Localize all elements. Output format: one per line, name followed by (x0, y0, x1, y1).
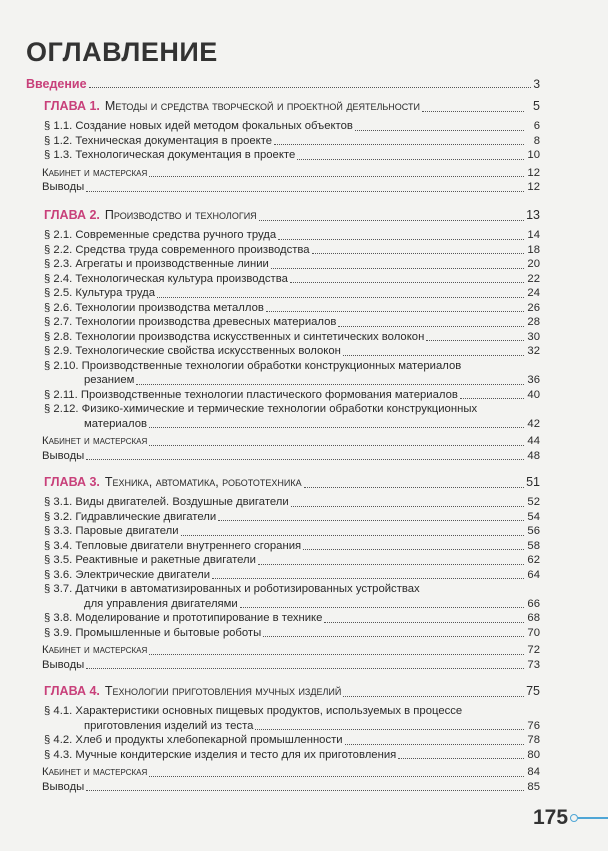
page-ref: 12 (527, 181, 540, 193)
page-ref: 12 (527, 166, 540, 179)
toc-entry[interactable] (44, 748, 540, 763)
entry-text: § 3.1. Виды двигателей. Воздушные двигатели (44, 496, 289, 508)
toc-entry[interactable] (44, 495, 540, 510)
dot-leader (181, 535, 524, 536)
intro-entry[interactable] (26, 77, 540, 91)
entry-text: § 2.2. Средства труда современного производства (44, 243, 310, 256)
chapter-heading[interactable] (44, 207, 540, 224)
toc-entry[interactable] (44, 243, 540, 258)
dot-leader (290, 282, 524, 283)
dot-leader (218, 520, 524, 521)
toc-entry[interactable] (44, 539, 540, 554)
page-tab-marker (570, 814, 608, 822)
page-ref: 30 (527, 330, 540, 343)
page-ref: 26 (527, 301, 540, 314)
entry-text: § 2.4. Технологическая культура производства (44, 272, 288, 285)
chapter-heading[interactable] (44, 98, 540, 115)
dot-leader (278, 239, 524, 240)
page-ref: 56 (527, 525, 540, 537)
page-ref: 32 (527, 345, 540, 357)
toc-entry[interactable] (44, 301, 540, 316)
dot-leader (324, 622, 524, 623)
dot-leader (157, 297, 524, 298)
page-ref: 78 (527, 734, 540, 746)
entry-text: § 2.1. Современные средства ручного труда (44, 229, 277, 241)
dot-leader (255, 729, 524, 730)
entry-text: § 2.12. Физико-химические и термические технологии обработки конструкционных (44, 403, 478, 415)
entry-text: § 3.9. Промышленные и бытовые роботы (44, 626, 262, 639)
page-ref: 36 (527, 374, 540, 386)
dot-leader (271, 268, 524, 269)
entry-text: § 2.8. Технологии производства искусственных и синтетических волокон (44, 330, 425, 343)
toc-entry[interactable] (44, 330, 540, 345)
toc-entry[interactable] (44, 553, 540, 568)
page-ref: 64 (527, 568, 540, 581)
dot-leader (266, 311, 524, 312)
chapter-heading[interactable] (44, 474, 540, 491)
dot-leader (304, 487, 524, 488)
page-ref: 80 (527, 748, 540, 761)
dot-leader (149, 654, 524, 655)
page-ref: 24 (527, 287, 540, 299)
dot-leader (149, 427, 524, 428)
toc-entry[interactable] (44, 344, 540, 359)
entry-text: § 2.9. Технологические свойства искусственных волокон (44, 345, 341, 357)
entry-text: § 3.7. Датчики в автоматизированных и роботизированных устройствах (44, 583, 420, 595)
entry-text: § 2.5. Культура труда (44, 287, 155, 299)
entry-text: § 1.3. Технологическая документация в проекте (44, 149, 296, 161)
toc-entry[interactable] (44, 315, 540, 330)
page-ref: 66 (527, 597, 540, 610)
dot-leader (274, 144, 524, 145)
page-ref: 52 (527, 496, 540, 508)
page-ref: 20 (527, 258, 540, 270)
page-ref: 48 (527, 449, 540, 462)
entry-text: § 3.6. Электрические двигатели (44, 568, 211, 581)
dot-leader (86, 459, 524, 460)
entry-text: § 2.11. Производственные технологии пластического формования материалов (44, 388, 458, 401)
toc-entry[interactable] (44, 611, 540, 626)
toc-entry[interactable] (44, 402, 540, 431)
entry-text: § 3.8. Моделирование и прототипирование в технике (44, 612, 323, 624)
dot-leader (259, 220, 524, 221)
toc-entry[interactable] (44, 510, 540, 525)
dot-leader (149, 176, 524, 177)
page-ref: 14 (527, 229, 540, 241)
page-ref: 22 (527, 272, 540, 285)
entry-text: § 2.7. Технологии производства древесных материалов (44, 316, 337, 328)
dot-leader (343, 696, 524, 697)
circle-icon (570, 814, 578, 822)
dot-leader (398, 758, 524, 759)
cabinet-entry[interactable] (42, 166, 540, 181)
toc-entry[interactable] (44, 119, 540, 134)
chapter-title: Методы и средства творческой и проектной деятельности (104, 99, 420, 113)
chapter-heading[interactable] (44, 683, 540, 700)
entry-text-continued: приготовления изделий из теста (84, 719, 254, 732)
page-ref: 51 (526, 475, 540, 489)
page-ref: 85 (527, 780, 540, 793)
conclusions-entry[interactable] (42, 780, 540, 795)
page-ref: 76 (527, 719, 540, 732)
page-ref: 8 (533, 134, 540, 147)
dot-leader (86, 191, 524, 192)
toc-entry[interactable] (44, 582, 540, 611)
conclusions-entry[interactable] (42, 658, 540, 673)
chapter-section (44, 683, 540, 794)
cabinet-entry[interactable] (42, 643, 540, 658)
page-ref: 28 (527, 316, 540, 328)
toc-entry[interactable] (44, 257, 540, 272)
dot-leader (422, 111, 524, 112)
chapter-number: ГЛАВА 2. (44, 208, 100, 222)
dot-leader (86, 668, 524, 669)
dot-leader (212, 578, 524, 579)
toc-entry[interactable] (44, 134, 540, 149)
dot-leader (149, 445, 524, 446)
chapter-section (44, 474, 540, 672)
cabinet-entry[interactable] (42, 765, 540, 780)
page-ref: 58 (527, 539, 540, 552)
dot-leader (258, 564, 524, 565)
entry-text: § 4.3. Мучные кондитерские изделия и тесто для их приготовления (44, 748, 397, 761)
page-ref: 18 (527, 243, 540, 256)
dot-leader (263, 636, 524, 637)
dot-leader (291, 506, 524, 507)
toc-entry[interactable] (44, 228, 540, 243)
toc-entry[interactable] (44, 524, 540, 539)
chapter-number: ГЛАВА 1. (44, 99, 100, 113)
toc-entry[interactable] (44, 388, 540, 403)
entry-text: § 3.3. Паровые двигатели (44, 525, 179, 537)
chapter-title: Производство и технология (104, 208, 257, 222)
toc-entry[interactable] (44, 272, 540, 287)
conclusions-entry[interactable] (42, 180, 540, 195)
chapter-number: ГЛАВА 4. (44, 684, 100, 698)
conclusions-entry[interactable] (42, 449, 540, 464)
chapter-number: ГЛАВА 3. (44, 475, 100, 489)
entry-text: Выводы (42, 449, 85, 462)
page-ref: 75 (526, 684, 540, 698)
dot-leader (338, 326, 524, 327)
page-ref: 6 (533, 120, 540, 132)
page-ref: 42 (527, 417, 540, 430)
page-ref: 62 (527, 554, 540, 566)
tab-line (578, 817, 608, 819)
entry-text-continued: материалов (84, 417, 148, 430)
entry-text: Кабинет и мастерская (42, 644, 148, 656)
entry-text: § 1.1. Создание новых идей методом фокальных объектов (44, 120, 353, 132)
dot-leader (303, 549, 524, 550)
dot-leader (426, 340, 524, 341)
page-ref: 13 (526, 208, 540, 222)
chapter-title: Техника, автоматика, робототехника (104, 475, 302, 489)
page-ref: 44 (527, 435, 540, 447)
entry-text: § 4.1. Характеристики основных пищевых продуктов, используемых в процессе (44, 705, 463, 717)
page-ref: 73 (527, 658, 540, 671)
dot-leader (136, 384, 524, 385)
toc-entry[interactable] (44, 148, 540, 163)
page-ref: 5 (533, 99, 540, 113)
toc-entry[interactable] (44, 286, 540, 301)
page-ref: 72 (527, 644, 540, 656)
chapter-section (44, 98, 540, 195)
intro-label: Введение (26, 77, 87, 91)
dot-leader (297, 159, 524, 160)
entry-text: § 4.2. Хлеб и продукты хлебопекарной промышленности (44, 734, 343, 746)
page-ref: 54 (527, 510, 540, 523)
dot-leader (343, 355, 524, 356)
dot-leader (355, 130, 524, 131)
toc-entry[interactable] (44, 704, 540, 733)
dot-leader (86, 790, 524, 791)
page-ref: 68 (527, 612, 540, 624)
entry-text-continued: для управления двигателями (84, 597, 238, 610)
intro-page: 3 (533, 77, 540, 91)
entry-text: § 2.10. Производственные технологии обработки конструкционных материалов (44, 359, 462, 372)
page-ref: 10 (527, 149, 540, 161)
page-ref: 70 (527, 626, 540, 639)
dot-leader (149, 776, 524, 777)
toc-entry[interactable] (44, 359, 540, 388)
entry-text: § 2.3. Агрегаты и производственные линии (44, 258, 269, 270)
page-ref: 84 (527, 766, 540, 778)
entry-text: § 2.6. Технологии производства металлов (44, 301, 264, 314)
dot-leader (312, 253, 524, 254)
entry-text: Выводы (42, 658, 85, 671)
cabinet-entry[interactable] (42, 434, 540, 449)
entry-text: Кабинет и мастерская (42, 766, 148, 778)
entry-text: Выводы (42, 181, 85, 193)
toc-entry[interactable] (44, 733, 540, 748)
chapter-title: Технологии приготовления мучных изделий (104, 684, 342, 698)
entry-text: § 3.5. Реактивные и ракетные двигатели (44, 554, 256, 566)
chapter-section (44, 207, 540, 463)
page-ref: 40 (527, 388, 540, 401)
entry-text: § 3.2. Гидравлические двигатели (44, 510, 217, 523)
entry-text: Выводы (42, 780, 85, 793)
dot-leader (345, 744, 524, 745)
dot-leader (89, 87, 532, 88)
dot-leader (460, 398, 524, 399)
page-number: 175 (533, 806, 569, 829)
entry-text: Кабинет и мастерская (42, 166, 148, 179)
entry-text: § 1.2. Техническая документация в проекте (44, 134, 273, 147)
toc-entry[interactable] (44, 626, 540, 641)
entry-text: Кабинет и мастерская (42, 435, 148, 447)
toc-entry[interactable] (44, 568, 540, 583)
page-title: ОГЛАВЛЕНИЕ (26, 37, 218, 67)
entry-text: § 3.4. Тепловые двигатели внутреннего сгорания (44, 539, 302, 552)
dot-leader (240, 607, 524, 608)
entry-text-continued: резанием (84, 374, 135, 386)
